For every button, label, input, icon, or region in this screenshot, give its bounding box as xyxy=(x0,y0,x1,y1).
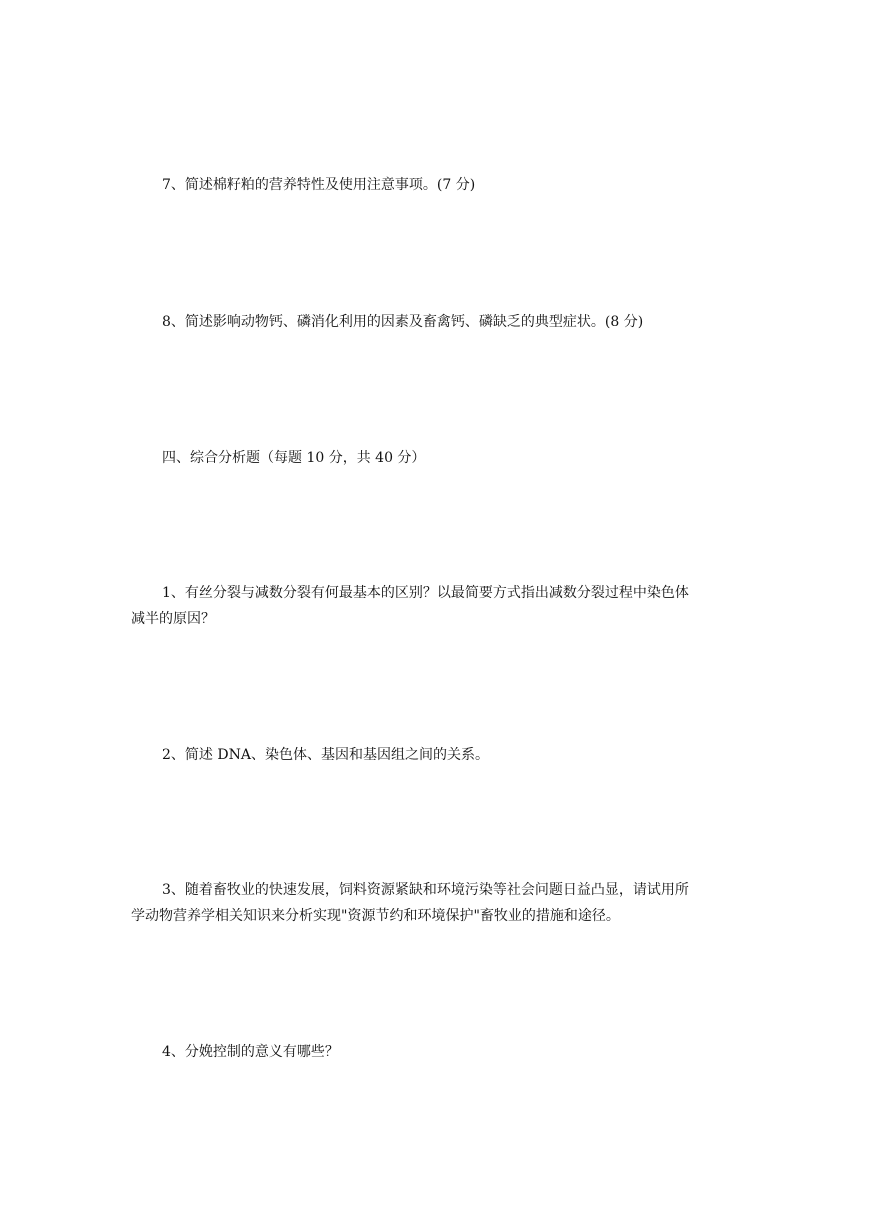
analysis-question-4: 4、分娩控制的意义有哪些？ xyxy=(162,1044,339,1060)
analysis-question-2: 2、简述 DNA、染色体、基因和基因组之间的关系。 xyxy=(162,747,489,763)
analysis-question-1-line-2: 减半的原因？ xyxy=(131,611,215,627)
analysis-question-1-line-1: 1、有丝分裂与减数分裂有何最基本的区别？以最简要方式指出减数分裂过程中染色体 xyxy=(162,585,689,601)
question-7: 7、简述棉籽粕的营养特性及使用注意事项。(7 分) xyxy=(162,177,476,193)
analysis-question-3-line-1: 3、随着畜牧业的快速发展，饲料资源紧缺和环境污染等社会问题日益凸显，请试用所 xyxy=(162,882,689,898)
section-heading: 四、综合分析题（每题 10 分，共 40 分） xyxy=(162,450,426,466)
analysis-question-3-line-2: 学动物营养学相关知识来分析实现"资源节约和环境保护"畜牧业的措施和途径。 xyxy=(131,908,620,924)
question-8: 8、简述影响动物钙、磷消化利用的因素及畜禽钙、磷缺乏的典型症状。(8 分) xyxy=(162,314,644,330)
